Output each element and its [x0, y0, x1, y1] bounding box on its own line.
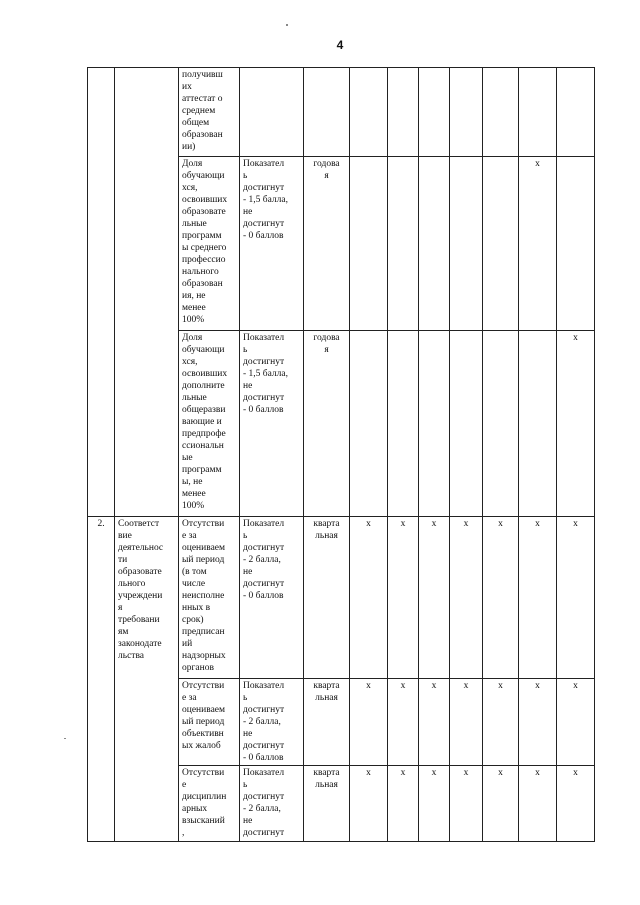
scan-speck: [286, 24, 288, 26]
evaluation-cell: [240, 766, 304, 842]
mark-cell: [519, 331, 557, 517]
mark-cell: [350, 157, 388, 331]
frequency-cell: кварта льная: [304, 679, 350, 766]
evaluation-text: Показател ь достигнут - 2 балла, не достигнут: [243, 768, 285, 837]
indicator-text: Отсутстви е дисциплин арных взысканий ,: [182, 768, 227, 837]
criteria-table: [87, 67, 595, 842]
mark-cell: [483, 331, 519, 517]
mark-cell: [350, 331, 388, 517]
mark-cell: [450, 68, 483, 157]
table-row: [88, 68, 595, 157]
evaluation-cell: Показател ь достигнут - 2 балла, не достигнут - 0 баллов: [240, 679, 304, 766]
indicator-cell: Отсутстви е за оцениваем ый период объективн ых жалоб: [179, 679, 240, 766]
frequency-cell: кварта льная: [304, 517, 350, 679]
mark-cell: [350, 68, 388, 157]
mark-cell: [557, 68, 595, 157]
evaluation-cell: Показател ь достигнут - 1,5 балла, не достигнут - 0 баллов: [240, 331, 304, 517]
evaluation-cell: [240, 68, 304, 157]
mark-cell: x: [350, 517, 388, 679]
mark-cell: x: [350, 766, 388, 842]
mark-cell: [388, 331, 419, 517]
evaluation-cell: Показател ь достигнут - 2 балла, не достигнут - 0 баллов: [240, 517, 304, 679]
indicator-cell: Отсутстви е за оцениваем ый период (в том числе неисполне нных в срок) предписан ий надзорных органов: [179, 517, 240, 679]
mark-cell: x: [419, 766, 450, 842]
mark-cell: x: [483, 679, 519, 766]
mark-cell: [557, 157, 595, 331]
mark-cell: [450, 157, 483, 331]
frequency-cell: годова я: [304, 157, 350, 331]
scan-speck: [64, 738, 66, 739]
mark-cell: x: [483, 517, 519, 679]
mark-cell: x: [388, 679, 419, 766]
indicator-cell: получивш их аттестат о среднем общем образован ии): [179, 68, 240, 157]
mark-cell: [388, 157, 419, 331]
table-row: [88, 517, 595, 679]
mark-cell: [419, 331, 450, 517]
mark-cell: x: [557, 517, 595, 679]
mark-cell: x: [419, 679, 450, 766]
frequency-cell: кварта льная: [304, 766, 350, 842]
mark-cell: x: [557, 766, 595, 842]
mark-cell: [519, 68, 557, 157]
mark-cell: [388, 68, 419, 157]
criterion-cell: [115, 68, 179, 517]
mark-cell: x: [519, 157, 557, 331]
mark-cell: x: [519, 679, 557, 766]
mark-cell: x: [419, 517, 450, 679]
mark-cell: x: [483, 766, 519, 842]
frequency-cell: годова я: [304, 331, 350, 517]
mark-cell: x: [557, 679, 595, 766]
mark-cell: x: [450, 766, 483, 842]
mark-cell: x: [557, 331, 595, 517]
row-number-cell: [88, 68, 115, 517]
mark-cell: x: [350, 679, 388, 766]
mark-cell: [419, 157, 450, 331]
mark-cell: x: [450, 679, 483, 766]
mark-cell: x: [388, 517, 419, 679]
mark-cell: x: [388, 766, 419, 842]
row-number-cell: 2.: [88, 517, 115, 842]
evaluation-cell: Показател ь достигнут - 1,5 балла, не достигнут - 0 баллов: [240, 157, 304, 331]
mark-cell: [450, 331, 483, 517]
mark-cell: [419, 68, 450, 157]
mark-cell: x: [519, 766, 557, 842]
mark-cell: [483, 157, 519, 331]
indicator-cell: Доля обучающи хся, освоивших образовате льные программ ы среднего профессио нального образован ия, не менее 100%: [179, 157, 240, 331]
indicator-cell: Доля обучающи хся, освоивших дополните льные общеразви вающие и предпрофе ссиональн ые программ ы, не менее 100%: [179, 331, 240, 517]
mark-cell: x: [450, 517, 483, 679]
mark-cell: [483, 68, 519, 157]
mark-cell: x: [519, 517, 557, 679]
criterion-cell: Соответст вие деятельнос ти образовате льного учреждени я требовани ям законодате льства: [115, 517, 179, 842]
indicator-cell: [179, 766, 240, 842]
page-number: 4: [336, 38, 344, 52]
frequency-cell: [304, 68, 350, 157]
